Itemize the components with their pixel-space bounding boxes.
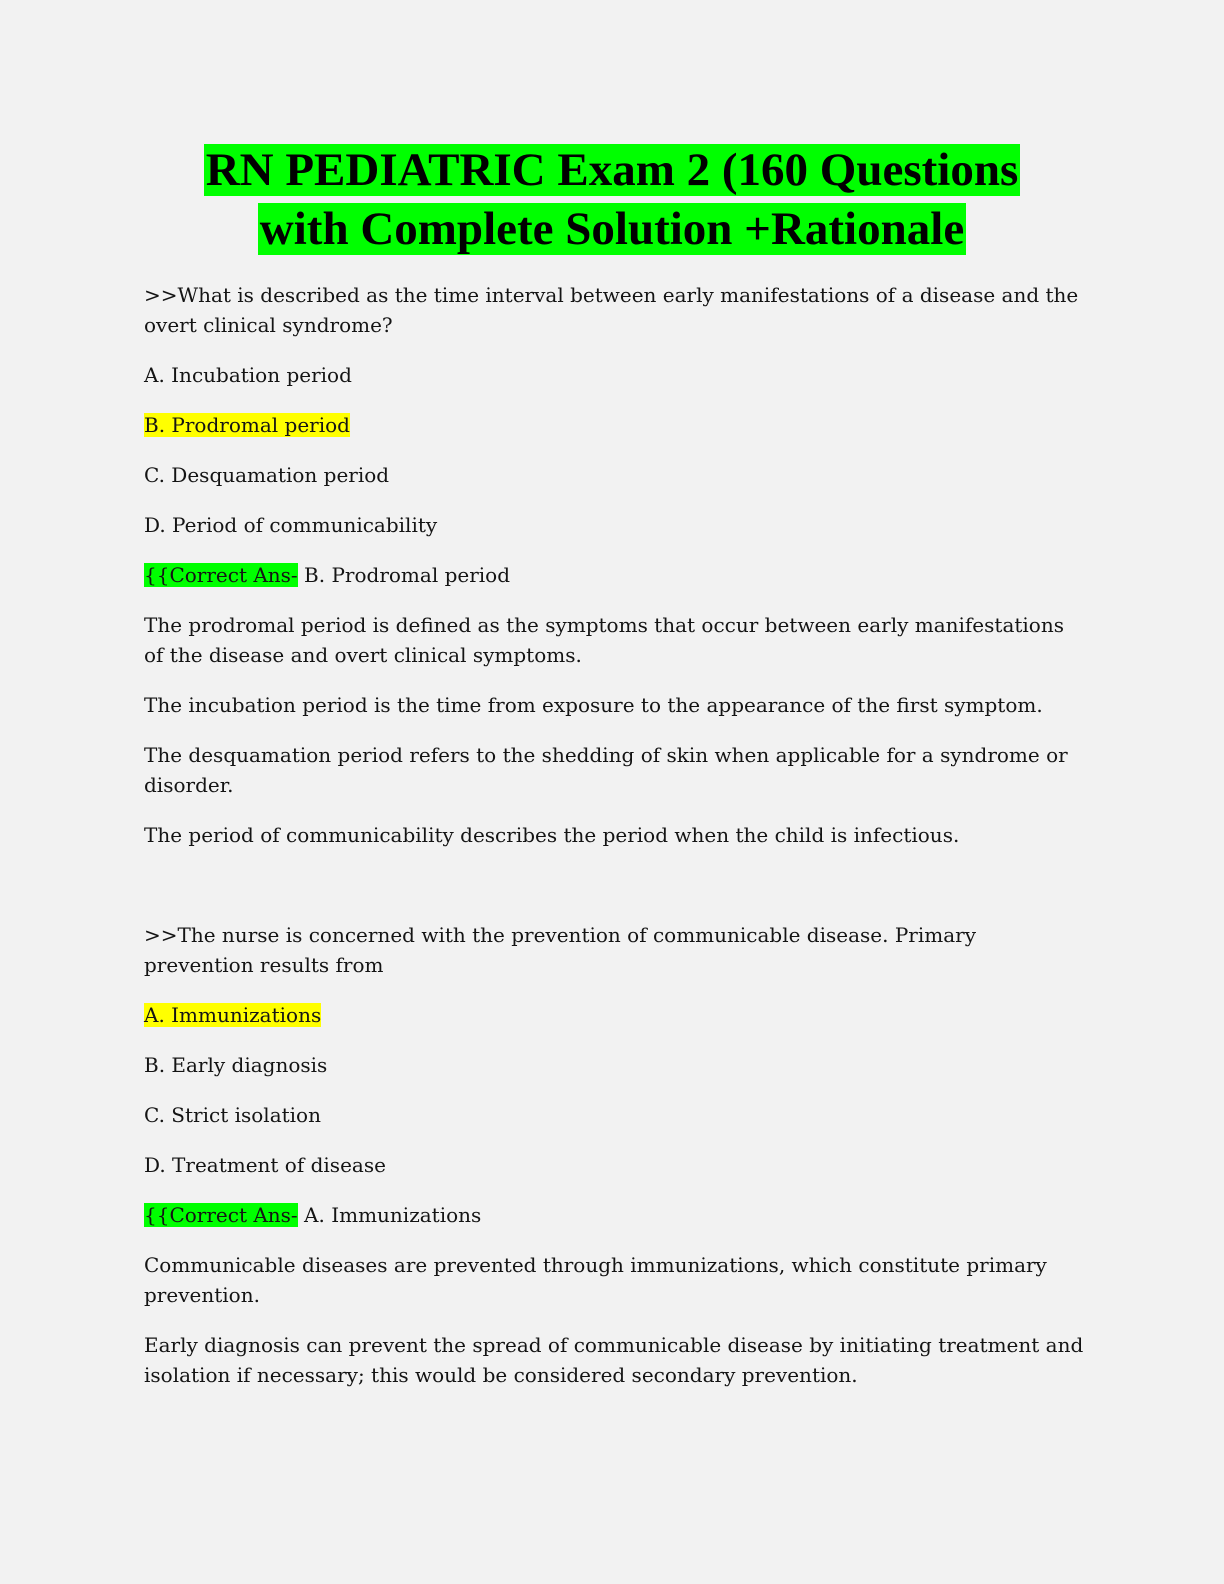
rationale-paragraph: Early diagnosis can prevent the spread of communicable disease by initiating treatment and isolation if necessary; this would be considered secondary prevention. bbox=[144, 1333, 1084, 1387]
rationale-paragraph: The desquamation period refers to the shedding of skin when applicable for a syndrome or disorder. bbox=[144, 743, 1068, 797]
correct-answer bbox=[144, 560, 1084, 590]
document-title bbox=[120, 141, 1104, 259]
option-c bbox=[144, 1100, 1084, 1130]
document-body bbox=[144, 280, 1084, 1410]
rationale-paragraph: The period of communicability describes the period when the child is infectious. bbox=[144, 823, 960, 847]
option-a bbox=[144, 360, 1084, 390]
title-line-1: RN PEDIATRIC Exam 2 (160 Questions bbox=[205, 144, 1019, 196]
question-stem: >>The nurse is concerned with the prevention of communicable disease. Primary prevention results from bbox=[144, 923, 977, 977]
option-text: B. Early diagnosis bbox=[144, 1053, 328, 1077]
title-line-2: with Complete Solution +Rationale bbox=[259, 203, 965, 255]
option-a bbox=[144, 1000, 1084, 1030]
question-spacer bbox=[144, 870, 1084, 920]
correct-answer-text: A. Immunizations bbox=[297, 1203, 482, 1227]
option-text: D. Treatment of disease bbox=[144, 1153, 386, 1177]
correct-answer-label: {{Correct Ans- bbox=[144, 1203, 298, 1227]
option-text-highlighted: A. Immunizations bbox=[144, 1003, 322, 1027]
option-text: C. Desquamation period bbox=[144, 463, 390, 487]
option-text-highlighted: B. Prodromal period bbox=[144, 413, 350, 437]
correct-answer bbox=[144, 1200, 1084, 1230]
question-stem: >>What is described as the time interval between early manifestations of a disease and the overt clinical syndrome? bbox=[144, 283, 1079, 337]
rationale-paragraph: Communicable diseases are prevented through immunizations, which constitute primary prevention. bbox=[144, 1253, 1047, 1307]
option-text: C. Strict isolation bbox=[144, 1103, 321, 1127]
question-2 bbox=[144, 920, 1084, 1390]
option-b bbox=[144, 410, 1084, 440]
correct-answer-text: B. Prodromal period bbox=[297, 563, 511, 587]
rationale-paragraph: The incubation period is the time from exposure to the appearance of the first symptom. bbox=[144, 693, 1043, 717]
rationale-paragraph: The prodromal period is defined as the symptoms that occur between early manifestations of the disease and overt clinical symptoms. bbox=[144, 613, 1064, 667]
option-c bbox=[144, 460, 1084, 490]
option-text: D. Period of communicability bbox=[144, 513, 438, 537]
question-1 bbox=[144, 280, 1084, 850]
option-d bbox=[144, 510, 1084, 540]
correct-answer-label: {{Correct Ans- bbox=[144, 563, 298, 587]
option-d bbox=[144, 1150, 1084, 1180]
option-b bbox=[144, 1050, 1084, 1080]
option-text: A. Incubation period bbox=[144, 363, 352, 387]
